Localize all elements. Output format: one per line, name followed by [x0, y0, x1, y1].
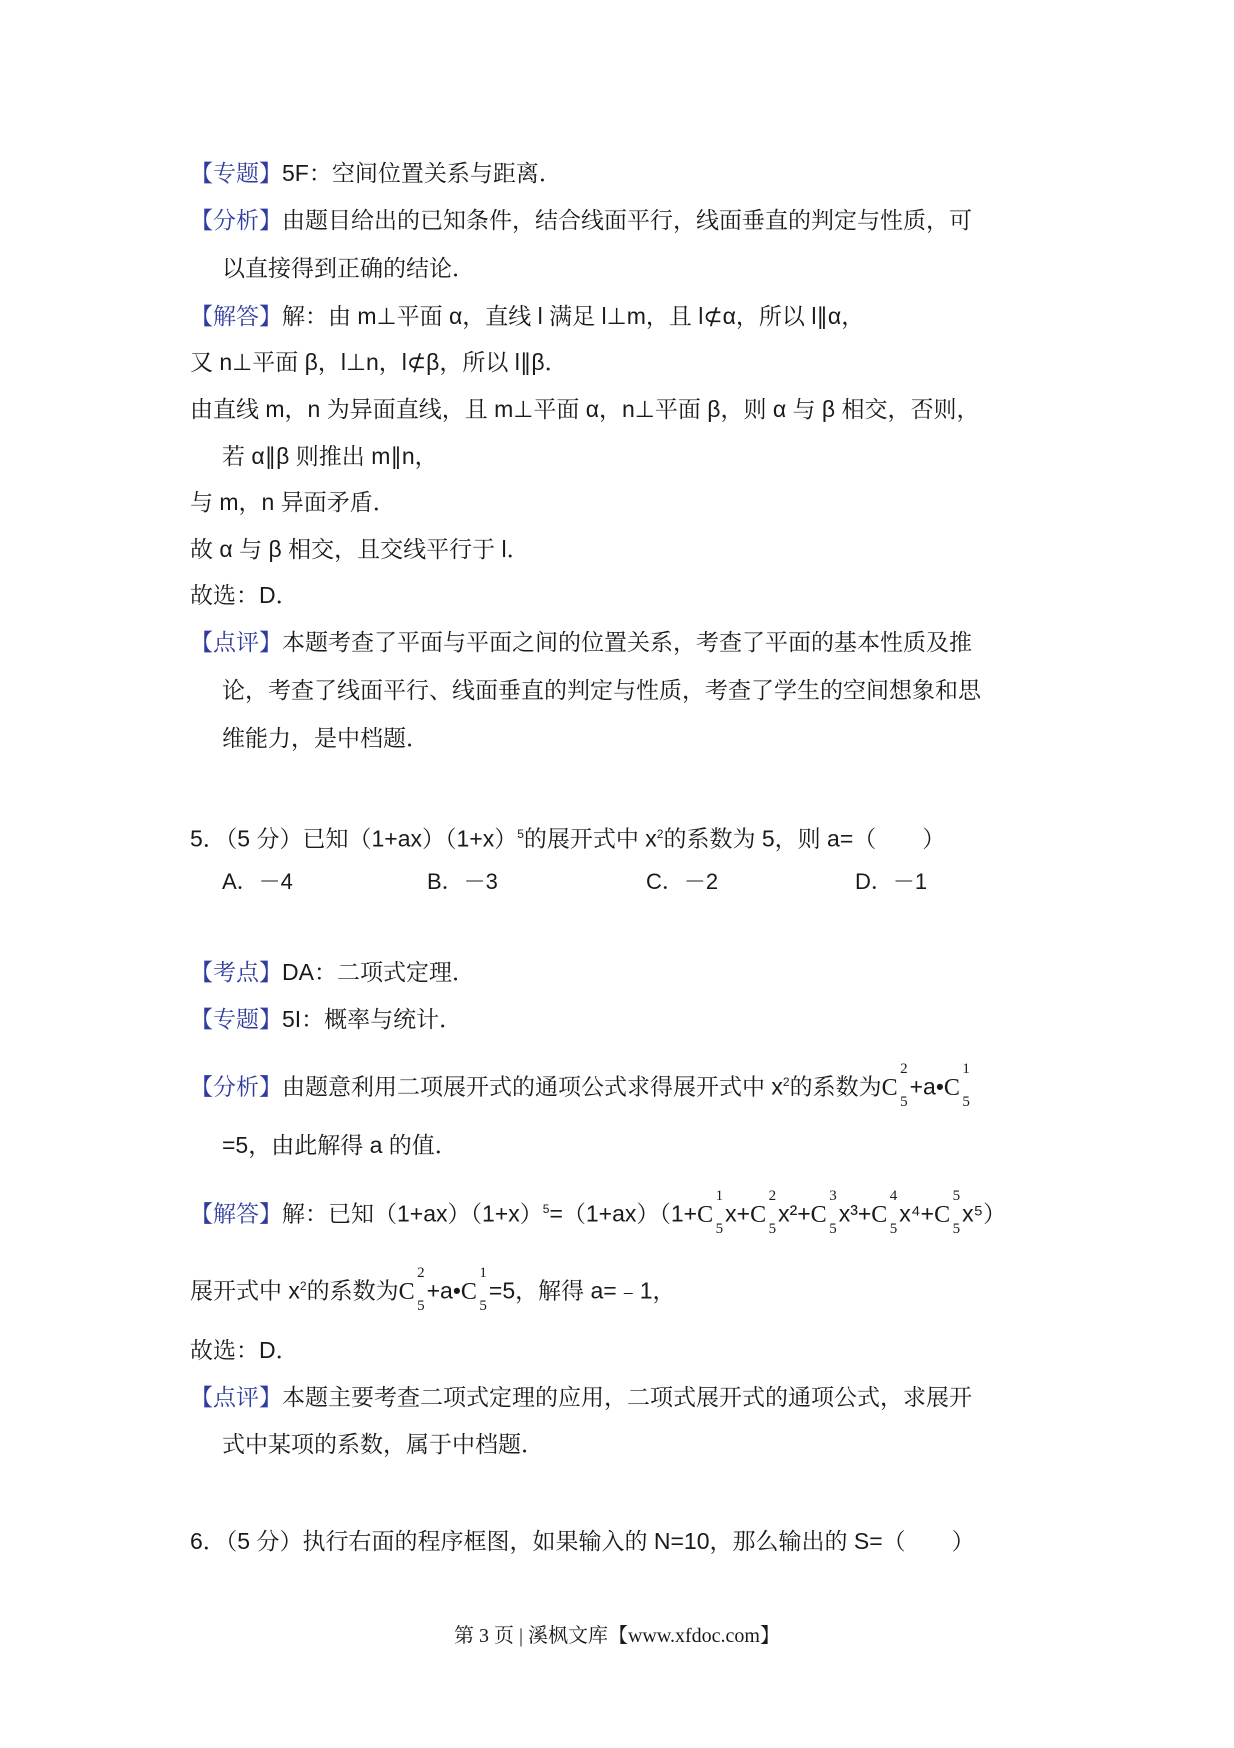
topic-text: 5I：概率与统计． [282, 1006, 463, 1032]
combination: C 2 5 [881, 1060, 908, 1110]
q4-answer-line5: 与 m，n 异面矛盾． [190, 489, 396, 515]
analysis-tag: 【分析】 [190, 207, 282, 233]
q4-answer-line7: 故选：D． [190, 582, 299, 608]
combination: C 4 5 [871, 1187, 898, 1237]
q4-answer-line4: 若 α∥β 则推出 m∥n， [222, 443, 438, 469]
page-footer: 第 3 页 | 溪枫文库【www.xfdoc.com】 [453, 1625, 780, 1647]
combination: C 1 5 [697, 1187, 724, 1237]
choice-d: D．－1 [855, 869, 928, 894]
q5-point [190, 956, 475, 988]
q4-answer-line3: 由直线 m，n 为异面直线，且 m⊥平面 α，n⊥平面 β，则 α 与 β 相交，否则， [190, 396, 980, 422]
q5-stem: 5．（5 分）已知$(1+ax)(1+x)^5$的展开式中 $x^2$的系数为 5，则 a=（ ） [190, 825, 946, 852]
topic-tag: 【专题】 [190, 160, 282, 186]
topic-tag: 【专题】 [190, 1006, 282, 1032]
q5-analysis: 【分析】由题意利用二项展开式的通项公式求得展开式中 $x^2$的系数为C 2 5 +a•C 1 5 [190, 1060, 970, 1110]
choice-a: A．－4 [222, 869, 293, 894]
q4-analysis-line2: 以直接得到正确的结论． [222, 255, 475, 281]
combination: C 2 5 [750, 1187, 777, 1237]
q4-answer [190, 300, 864, 332]
choice-c: C．－2 [646, 869, 719, 894]
combination: C 1 5 [460, 1264, 487, 1314]
answer-text: 解：由 m⊥平面 α，直线 l 满足 l⊥m，且 l⊄α，所以 l∥α， [282, 303, 865, 329]
q5-expand: 展开式中 $x^2$的系数为C 2 5 +a•C 1 5 =5，解得 a=﹣1， [190, 1264, 676, 1314]
combination: C 5 5 [934, 1187, 961, 1237]
q4-topic [190, 157, 562, 189]
q6-stem: 6．（5 分）执行右面的程序框图，如果输入的 N=10，那么输出的 S=（ ） [190, 1528, 975, 1554]
comment-tag: 【点评】 [190, 629, 282, 655]
combination: C 1 5 [943, 1060, 970, 1110]
q4-comment [190, 626, 972, 658]
q5-comment [190, 1381, 972, 1413]
choice-b: B．－3 [427, 869, 498, 894]
answer-tag: 【解答】 [190, 1200, 282, 1227]
topic-text: 5F：空间位置关系与距离． [282, 160, 562, 186]
analysis-text: 由题目给出的已知条件，结合线面平行，线面垂直的判定与性质，可 [282, 207, 972, 233]
comment-text: 本题主要考查二项式定理的应用，二项式展开式的通项公式，求展开 [282, 1384, 972, 1410]
q4-answer-line6: 故 α 与 β 相交，且交线平行于 l． [190, 536, 530, 562]
comment-tag: 【点评】 [190, 1384, 282, 1410]
q4-answer-line2: 又 n⊥平面 β，l⊥n，l⊄β，所以 l∥β． [190, 349, 568, 375]
analysis-tag: 【分析】 [190, 1073, 282, 1100]
q5-choose: 故选：D． [190, 1337, 299, 1363]
q5-comment-line2: 式中某项的系数，属于中档题． [222, 1431, 544, 1457]
q5-topic [190, 1003, 462, 1035]
q5-analysis-line2: =5，由此解得 a 的值． [222, 1132, 458, 1158]
q4-analysis [190, 204, 972, 236]
point-text: DA：二项式定理． [282, 959, 475, 985]
comment-text: 本题考查了平面与平面之间的位置关系，考查了平面的基本性质及推 [282, 629, 972, 655]
combination: C 2 5 [398, 1264, 425, 1314]
point-tag: 【考点】 [190, 959, 282, 985]
q4-comment-line2: 论，考查了线面平行、线面垂直的判定与性质，考查了学生的空间想象和思 [222, 677, 981, 703]
combination: C 3 5 [810, 1187, 837, 1237]
q5-answer: 【解答】解：已知$(1+ax)(1+x)^5=(1+ax)(1+C$ 1 5 x+C 2 5 x²+C 3 5 x³+C 4 5 x⁴+C 5 5 x⁵） [190, 1187, 1007, 1237]
answer-tag: 【解答】 [190, 303, 282, 329]
q4-comment-line3: 维能力，是中档题． [222, 725, 429, 751]
